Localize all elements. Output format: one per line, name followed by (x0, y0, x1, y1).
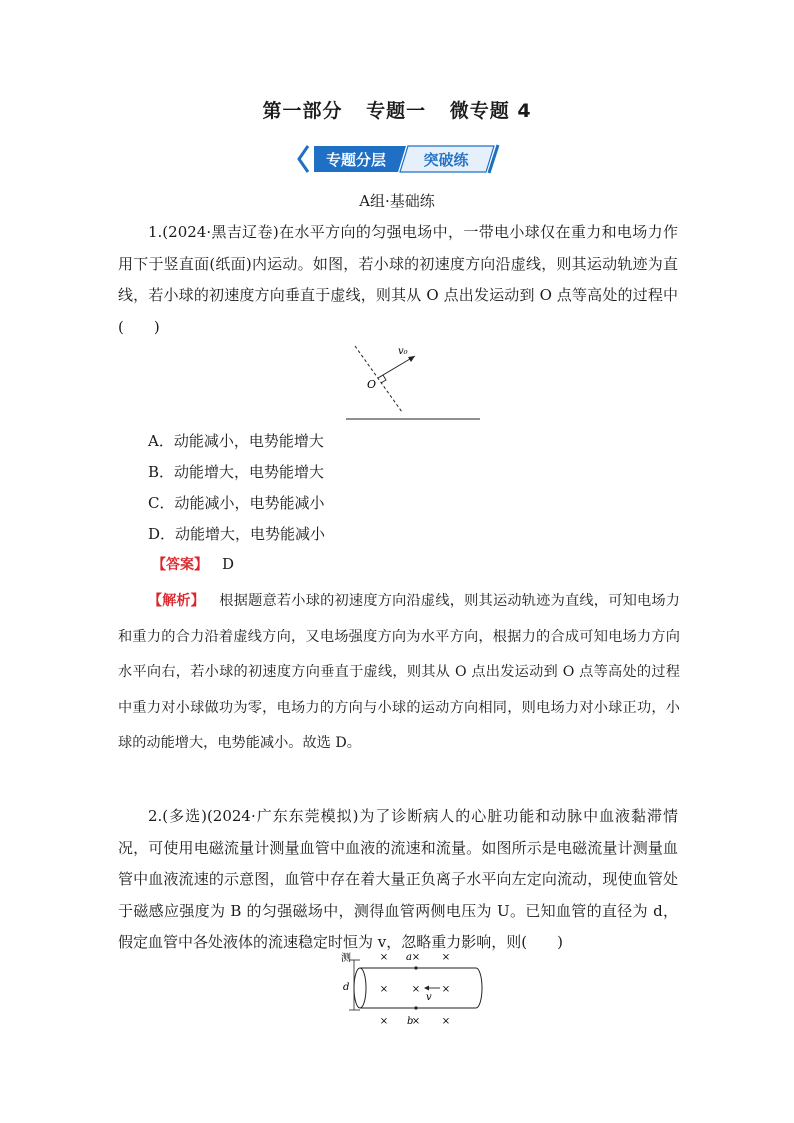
q2-velocity-label: v (426, 992, 432, 1003)
q1-analysis (118, 584, 680, 762)
analysis-tag: 【解析】 (148, 593, 205, 609)
q1-choice-d: D．动能增大，电势能减小 (148, 525, 326, 543)
answer-tag: 【答案】 (152, 557, 208, 573)
q2-field-mark: × (379, 984, 389, 995)
q1-choice-c: C．动能减小，电势能减小 (148, 494, 325, 512)
title-topic: 专题一 (366, 100, 427, 122)
q2-field-mark: × (441, 984, 451, 995)
q2-bottom-point-label: b (407, 1016, 414, 1027)
q2-top-point-label: a (406, 952, 412, 963)
section-banner (296, 142, 502, 176)
q1-stem: 1.(2024·黑吉辽卷)在水平方向的匀强电场中，一带电小球仅在重力和电场力作用下于竖直面(纸面)内运动。如图，若小球的初速度方向沿虚线，则其运动轨迹为直线，若小球的初速度方向垂直于虚线，则其从 O 点出发运动到 O 点等高处的过程中( ) (118, 223, 678, 336)
title-subtopic: 微专题 4 (449, 100, 532, 122)
q2-field-mark: × (379, 952, 389, 963)
q1-answer-line (152, 554, 234, 574)
analysis-text: 根据题意若小球的初速度方向沿虚线，则其运动轨迹为直线，可知电场力和重力的合力沿着虚线方向，又电场强度方向为水平方向，根据力的合成可知电场力方向水平向右，若小球的初速度方向垂直于虚线，则其从 O 点出发运动到 O 点等高处的过程中重力对小球做功为零，电场力的方向与小球的运动方向相同，则电场力对小球正功，小球的动能增大，电势能减小。故选 D。 (118, 593, 680, 751)
q2-field-mark: × (411, 984, 421, 995)
q1-dashed-line (355, 346, 402, 412)
q2-figure (338, 948, 488, 1028)
q2-field-mark: × (411, 1016, 421, 1027)
q1-point-label: O (367, 378, 377, 391)
q2-field-mark: × (441, 952, 451, 963)
q1-choice-b: B．动能增大，电势能增大 (148, 463, 325, 481)
answer-value: D (222, 555, 235, 573)
title-part: 第一部分 (262, 100, 343, 122)
q1-choice-a: A．动能减小，电势能增大 (148, 432, 324, 450)
q2-field-mark: × (441, 1016, 451, 1027)
q2-vessel-left-end (354, 968, 366, 1008)
q1-figure (340, 342, 485, 424)
q2-vessel-right-end (476, 968, 482, 1008)
q2-meter-label: 测 (341, 953, 351, 964)
q2-point-b (414, 1006, 417, 1009)
q2-point-a (414, 966, 417, 969)
page-title (0, 96, 794, 123)
q2-field-mark: × (379, 1016, 389, 1027)
q1-velocity-label: v₀ (398, 346, 408, 357)
q2-field-mark: × (411, 952, 421, 963)
group-title: A组·基础练 (359, 192, 435, 210)
q2-arrowhead (424, 986, 429, 991)
chevron-left-icon (299, 146, 308, 172)
banner-right-label: 突破练 (423, 151, 469, 169)
q2-stem: 2.(多选)(2024·广东东莞模拟)为了诊断病人的心脏功能和动脉中血液黏滞情况，可使用电磁流量计测量血管中血液的流速和流量。如图所示是电磁流量计测量血管中血液流速的示意图，血管中存在着大量正负离子水平向左定向流动，现使血管处于磁感应强度为 B 的匀强磁场中，测得血管两侧电压为 U。已知血管的直径为 d，假定血管中各处液体的流速稳定时恒为 v，忽略重力影响，则( ) (118, 807, 678, 951)
banner-left-label: 专题分层 (325, 151, 387, 169)
q2-diameter-label: d (343, 982, 350, 993)
